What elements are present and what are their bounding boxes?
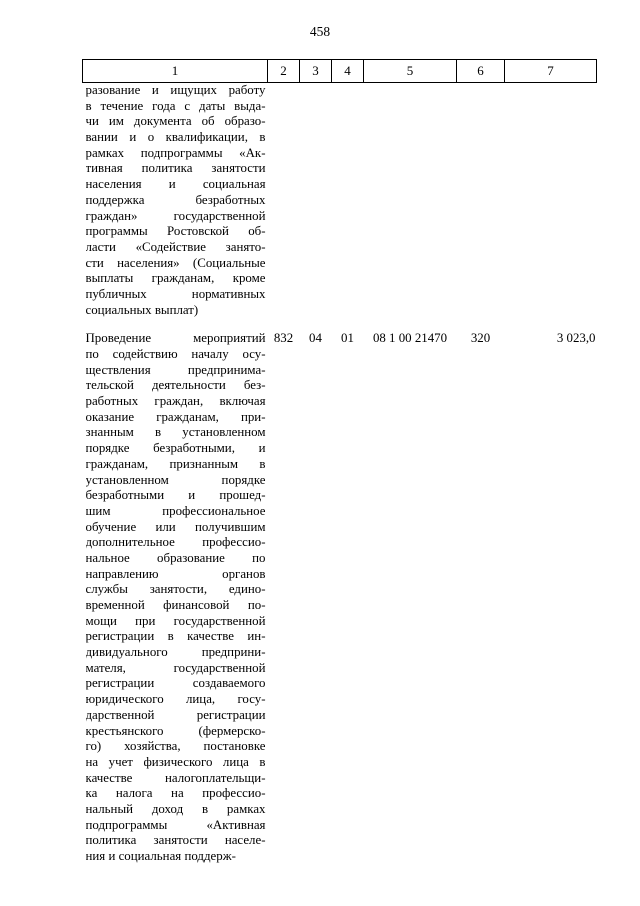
column-header-7: 7: [505, 60, 597, 83]
text-line: работных граждан, включая: [85, 394, 266, 409]
text-line: знанным в установленном: [85, 425, 266, 440]
text-line: в течение года с даты выда-: [85, 98, 266, 113]
column-header-3: 3: [300, 60, 332, 83]
text-line: нальное образование по: [85, 550, 266, 565]
column-header-2: 2: [268, 60, 300, 83]
column-header-6: 6: [457, 60, 505, 83]
text-line: качестве налогоплательщи-: [85, 770, 266, 785]
amount-value: 3 023,0: [556, 331, 596, 346]
text-line: дополнительное профессио-: [85, 535, 266, 550]
text-line: политика занятости населе-: [85, 833, 266, 848]
column-header-5: 5: [364, 60, 457, 83]
text-line: вании и о квалификации, в: [85, 130, 266, 145]
text-line: по содействию началу осу-: [85, 347, 266, 361]
text-line: ществления предпринима-: [85, 362, 266, 377]
text-line: обучение или получившим: [85, 519, 266, 534]
text-line: Проведение мероприятий: [85, 331, 266, 346]
budget-table: [82, 59, 597, 865]
ministry-code: 832: [273, 331, 294, 346]
text-line: социальных выплат): [85, 302, 199, 317]
page-number: 458: [309, 24, 331, 39]
table-row: [83, 331, 597, 864]
text-line: безработными и прошед-: [85, 488, 266, 503]
text-line: крестьянского (фермерско-: [85, 723, 266, 738]
text-line: ния и социальная поддерж-: [85, 849, 236, 863]
text-line: регистрации в качестве ин-: [85, 629, 266, 644]
text-line: юридического лица, госу-: [85, 692, 266, 707]
text-line: граждан» государственной: [85, 208, 266, 223]
text-line: выплаты гражданам, кроме: [85, 271, 266, 286]
header-row: [83, 60, 597, 83]
text-line: мощи при государственной: [85, 613, 266, 628]
text-line: публичных нормативных: [85, 286, 266, 301]
continuation-row: [83, 83, 597, 319]
text-line: установленном порядке: [85, 472, 266, 487]
text-line: мателя, государственной: [85, 660, 266, 675]
text-line: порядке безработными, и: [85, 441, 266, 456]
text-line: населения и социальная: [85, 177, 266, 192]
column-header-4: 4: [332, 60, 364, 83]
text-line: направлению органов: [85, 566, 266, 581]
text-line: го) хозяйства, постановке: [85, 739, 266, 754]
text-line: рамках подпрограммы «Ак-: [85, 145, 266, 160]
column-header-1: 1: [83, 60, 268, 83]
text-line: нальный доход в рамках: [85, 801, 266, 816]
text-line: дарственной регистрации: [85, 707, 266, 722]
text-line: гражданам, признанным в: [85, 456, 266, 471]
text-line: дивидуального предприни-: [85, 645, 266, 660]
text-line: подпрограммы «Активная: [85, 817, 266, 832]
text-line: программы Ростовской об-: [85, 224, 266, 239]
text-line: сти населения» (Социальные: [85, 255, 266, 270]
text-line: тельской деятельности без-: [85, 378, 266, 393]
subsection-code: 01: [341, 331, 354, 346]
text-line: разование и ищущих работу: [85, 83, 266, 97]
text-line: ка налога на профессио-: [85, 786, 266, 801]
text-line: тивная политика занятости: [85, 161, 266, 176]
text-line: поддержка безработных: [85, 192, 266, 207]
expense-type-code: 320: [470, 331, 491, 346]
text-line: чи им документа об образо-: [85, 114, 266, 129]
section-code: 04: [309, 331, 322, 346]
continuation-description: [83, 83, 268, 319]
text-line: шим профессиональное: [85, 503, 266, 518]
text-line: регистрации создаваемого: [85, 676, 266, 691]
target-article-code: 08 1 00 21470: [372, 331, 448, 346]
text-line: временной финансовой по-: [85, 598, 266, 612]
row-description: [83, 331, 268, 864]
text-line: ласти «Содействие занято-: [85, 239, 266, 254]
text-line: на учет физического лица в: [85, 754, 266, 769]
text-line: оказание гражданам, при-: [85, 409, 266, 424]
text-line: службы занятости, едино-: [85, 582, 266, 597]
